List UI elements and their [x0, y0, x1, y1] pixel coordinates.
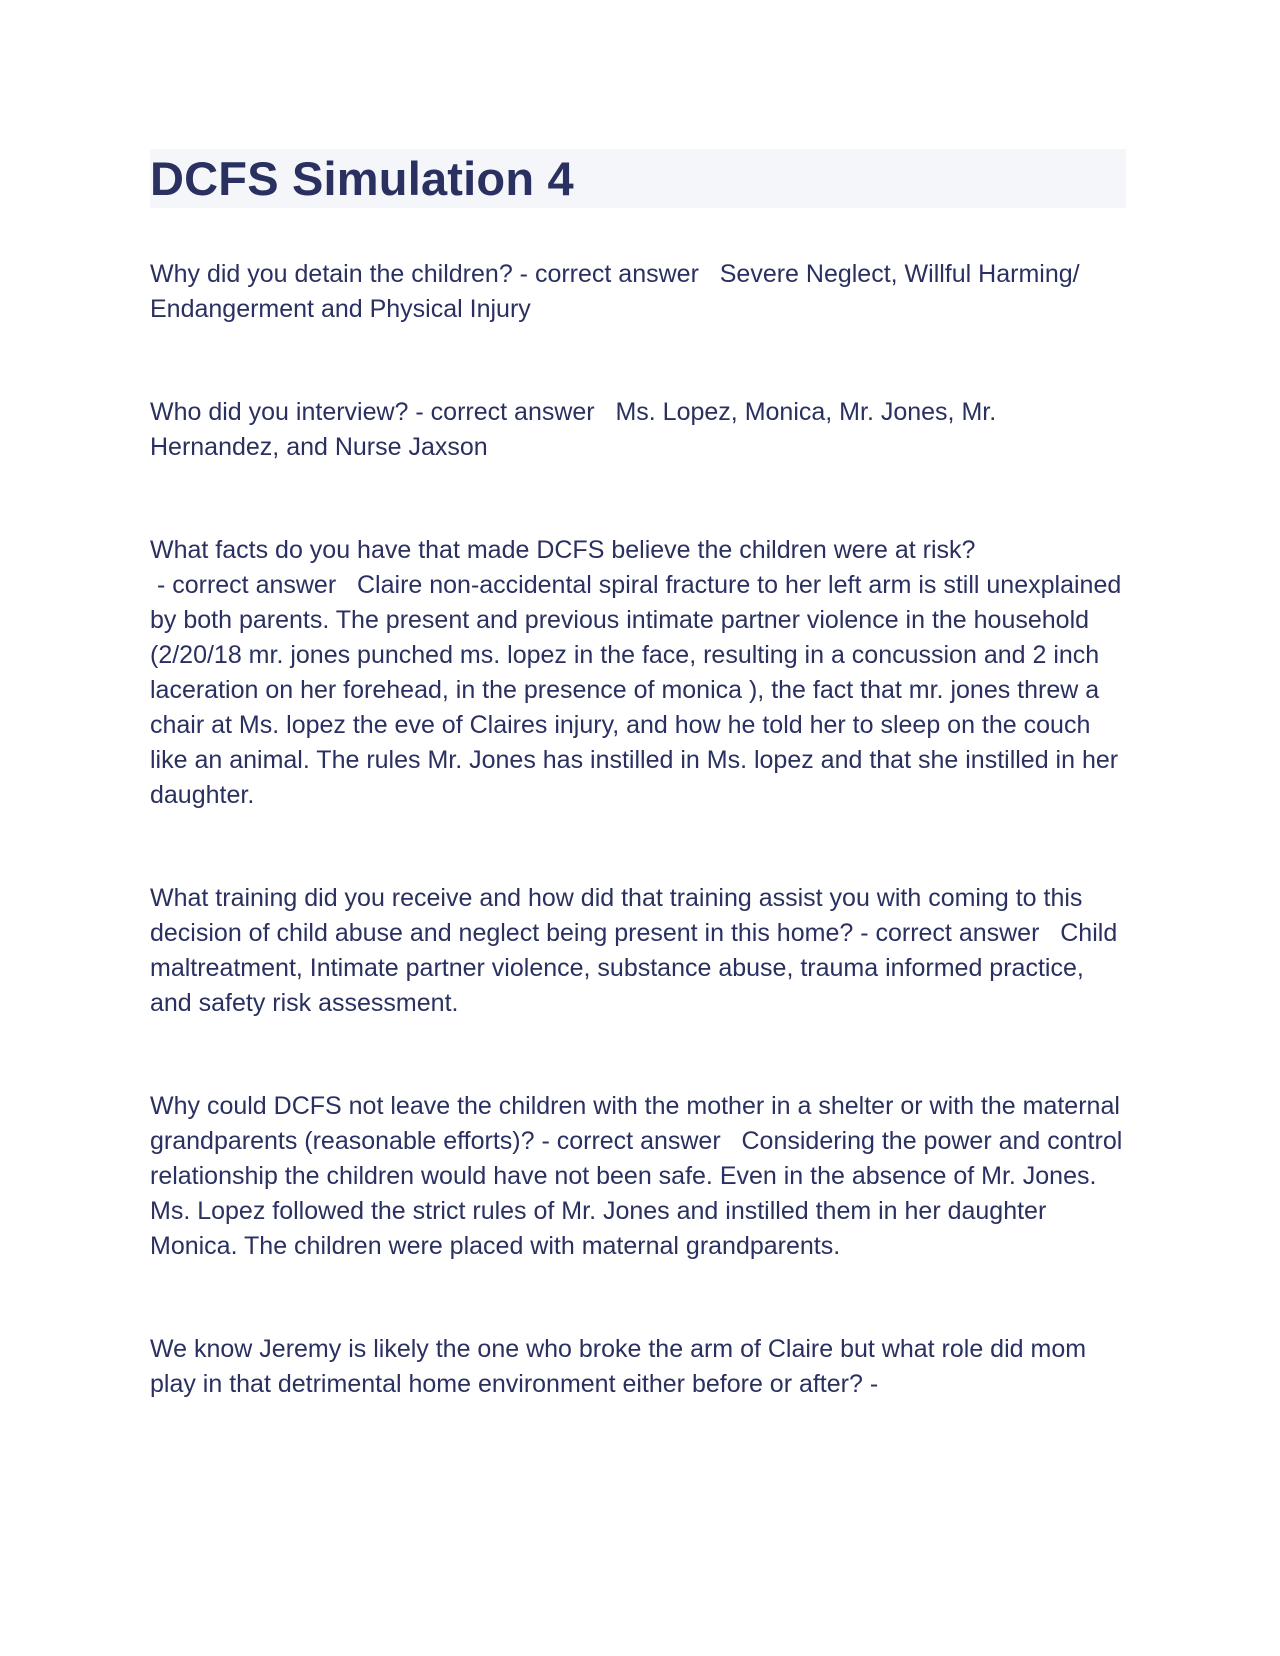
- question-text: Who did you interview?: [150, 398, 409, 426]
- answer-text: Considering the power and control relationship the children would have not been safe. Even in the absence of Mr. Jones. Ms. Lopez followed the strict rules of Mr. Jones and instilled them in her daughter Monica. The children were placed with maternal grandparents.: [150, 1127, 1123, 1260]
- qa-item: [150, 1089, 1126, 1264]
- question-text: What training did you receive and how did that training assist you with coming to this decision of child abuse and neglect being present in this home?: [150, 884, 1083, 947]
- answer-separator: - correct answer: [534, 1127, 742, 1155]
- answer-text: Ms. Lopez, Monica, Mr. Jones, Mr. Hernandez, and Nurse Jaxson: [150, 398, 997, 461]
- question-trailing-dash: -: [862, 1370, 879, 1398]
- answer-separator: - correct answer: [512, 260, 720, 288]
- document-page: [150, 149, 1126, 1402]
- qa-item: [150, 395, 1126, 465]
- answer-separator: - correct answer: [150, 571, 357, 599]
- qa-item: [150, 881, 1126, 1021]
- question-text: We know Jeremy is likely the one who broke the arm of Claire but what role did mom play in that detrimental home environment either before or after?: [150, 1335, 1087, 1398]
- answer-separator: - correct answer: [408, 398, 616, 426]
- question-text: Why could DCFS not leave the children with the mother in a shelter or with the maternal grandparents (reasonable efforts)?: [150, 1092, 1120, 1155]
- question-text: Why did you detain the children?: [150, 260, 513, 288]
- qa-item: [150, 533, 1126, 813]
- question-text: What facts do you have that made DCFS believe the children were at risk?: [150, 536, 976, 564]
- qa-item: [150, 1332, 1126, 1402]
- answer-text: Claire non-accidental spiral fracture to her left arm is still unexplained by both parents. The present and previous intimate partner violence in the household (2/20/18 mr. jones punched ms. lopez in the face, resulting in a concussion and 2 inch laceration on her forehead, in the presence of monica ), the fact that mr. jones threw a chair at Ms. lopez the eve of Claires injury, and how he told her to sleep on the couch like an animal. The rules Mr. Jones has instilled in Ms. lopez and that she instilled in her daughter.: [150, 571, 1122, 809]
- qa-item: [150, 257, 1126, 327]
- document-title: DCFS Simulation 4: [150, 152, 574, 205]
- answer-text: Severe Neglect, Willful Harming/ Endangerment and Physical Injury: [150, 260, 1080, 323]
- answer-text: Child maltreatment, Intimate partner violence, substance abuse, trauma informed practice, and safety risk assessment.: [150, 919, 1118, 1017]
- answer-separator: - correct answer: [853, 919, 1061, 947]
- title-band: [150, 149, 1126, 208]
